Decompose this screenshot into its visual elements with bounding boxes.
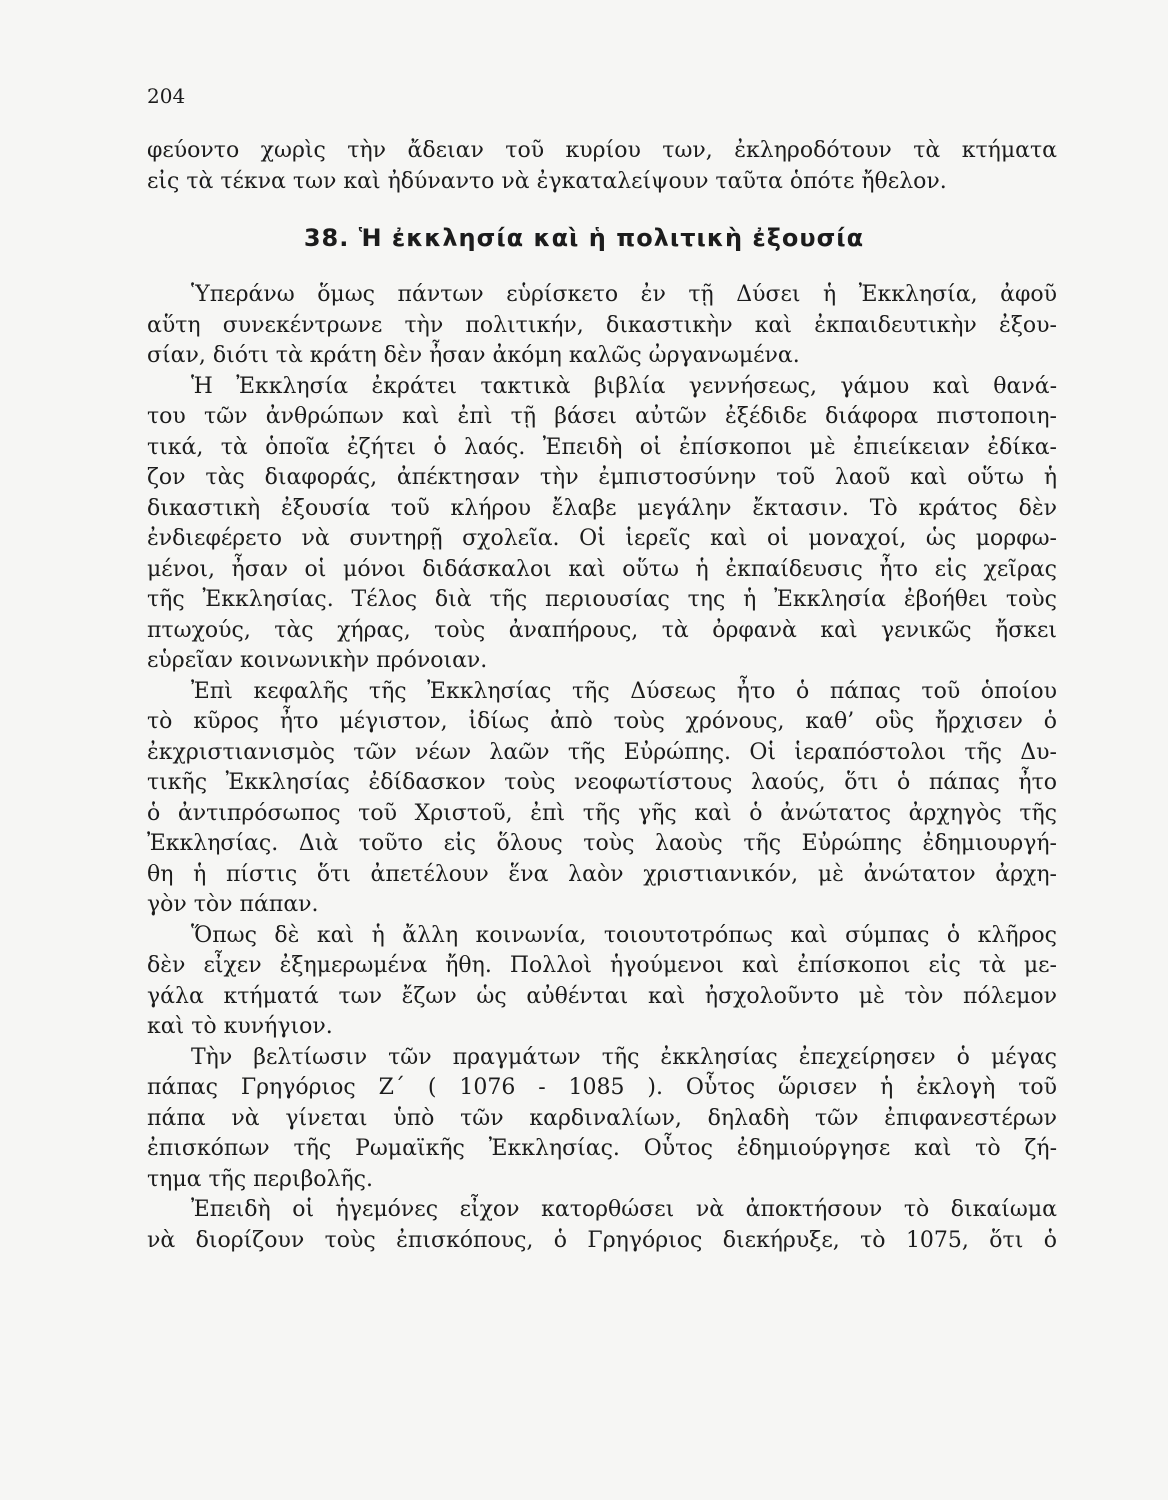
text-line: τὸ κῦρος ἦτο μέγιστον, ἰδίως ἀπὸ τοὺς χρόνους, καθ’ οὓς ἤρχισεν ὁ bbox=[147, 709, 1057, 734]
text-line: πάπα νὰ γίνεται ὑπὸ τῶν καρδιναλίων, δηλαδὴ τῶν ἐπιφανεστέρων bbox=[147, 1105, 1057, 1131]
text-line: τῆς Ἐκκλησίας. Τέλος διὰ τῆς περιουσίας της ἡ Ἐκκλησία ἐβοήθει τοὺς bbox=[147, 587, 1057, 612]
text-line: ἐπισκόπων τῆς Ρωμαϊκῆς Ἐκκλησίας. Οὗτος ἐδημιούργησε καὶ τὸ ζή- bbox=[147, 1136, 1057, 1161]
text-line: θη ἡ πίστις ὅτι ἀπετέλουν ἕνα λαὸν χριστιανικόν, μὲ ἀνώτατον ἀρχη- bbox=[147, 861, 1057, 887]
text-line: πάπας Γρηγόριος Ζ΄ ( 1076 - 1085 ). Οὗτος ὥρισεν ἡ ἐκλογὴ τοῦ bbox=[147, 1075, 1057, 1100]
text-line: εἰς τὰ τέκνα των καὶ ἠδύναντο νὰ ἐγκαταλείψουν ταῦτα ὁπότε ἤθελον. bbox=[147, 168, 947, 194]
text-line: ὁ ἀντιπρόσωπος τοῦ Χριστοῦ, ἐπὶ τῆς γῆς καὶ ὁ ἀνώτατος ἀρχηγὸς τῆς bbox=[147, 800, 1057, 826]
text-line: Ἐπὶ κεφαλῆς τῆς Ἐκκλησίας τῆς Δύσεως ἦτο ὁ πάπας τοῦ ὁποίου bbox=[191, 678, 1057, 704]
text-line: αὕτη συνεκέντρωνε τὴν πολιτικήν, δικαστικὴν καὶ ἐκπαιδευτικὴν ἐξου- bbox=[147, 312, 1057, 338]
text-line: γὸν τὸν πάπαν. bbox=[147, 892, 319, 917]
text-line: καὶ τὸ κυνήγιον. bbox=[147, 1014, 333, 1039]
text-line: μένοι, ἦσαν οἱ μόνοι διδάσκαλοι καὶ οὕτω ἡ ἐκπαίδευσις ἦτο εἰς χεῖρας bbox=[147, 556, 1057, 582]
section-heading: 38. Ἡ ἐκκλησία καὶ ἡ πολιτικὴ ἐξουσία bbox=[303, 224, 865, 252]
text-line: Ἐπειδὴ οἱ ἡγεμόνες εἶχον κατορθώσει νὰ ἀποκτήσουν τὸ δικαίωμα bbox=[191, 1197, 1057, 1222]
text-line: τικῆς Ἐκκλησίας ἐδίδασκον τοὺς νεοφωτίστους λαούς, ὅτι ὁ πάπας ἦτο bbox=[147, 770, 1057, 795]
page-number: 204 bbox=[147, 84, 186, 108]
text-line: Ὅπως δὲ καὶ ἡ ἄλλη κοινωνία, τοιουτοτρόπως καὶ σύμπας ὁ κλῆρος bbox=[191, 922, 1057, 948]
text-line: πτωχούς, τὰς χήρας, τοὺς ἀναπήρους, τὰ ὀρφανὰ καὶ γενικῶς ἤσκει bbox=[147, 617, 1057, 643]
text-line: εὑρεῖαν κοινωνικὴν πρόνοιαν. bbox=[147, 648, 488, 673]
text-line: ζον τὰς διαφοράς, ἀπέκτησαν τὴν ἐμπιστοσύνην τοῦ λαοῦ καὶ οὕτω ἡ bbox=[147, 465, 1057, 490]
intro-paragraph bbox=[147, 136, 1057, 197]
text-line: φεύοντο χωρὶς τὴν ἄδειαν τοῦ κυρίου των, ἐκληροδότουν τὰ κτήματα bbox=[147, 138, 1057, 163]
text-line: σίαν, διότι τὰ κράτη δὲν ἦσαν ἀκόμη καλῶς ὠργανωμένα. bbox=[147, 343, 800, 368]
text-line: του τῶν ἀνθρώπων καὶ ἐπὶ τῇ βάσει αὐτῶν ἐξέδιδε διάφορα πιστοποιη- bbox=[147, 404, 1057, 429]
section-body bbox=[147, 280, 1057, 1256]
text-line: δικαστικὴ ἐξουσία τοῦ κλήρου ἔλαβε μεγάλην ἔκτασιν. Τὸ κράτος δὲν bbox=[147, 495, 1057, 521]
text-line: νὰ διορίζουν τοὺς ἐπισκόπους, ὁ Γρηγόριος διεκήρυξε, τὸ 1075, ὅτι ὁ bbox=[147, 1227, 1057, 1253]
text-line: Ἐκκλησίας. Διὰ τοῦτο εἰς ὅλους τοὺς λαοὺς τῆς Εὐρώπης ἐδημιουργή- bbox=[147, 831, 1057, 856]
text-line: Ὑπεράνω ὅμως πάντων εὑρίσκετο ἐν τῇ Δύσει ἡ Ἐκκλησία, ἀφοῦ bbox=[191, 282, 1057, 307]
text-line: τημα τῆς περιβολῆς. bbox=[147, 1166, 373, 1192]
text-line: τικά, τὰ ὁποῖα ἐζήτει ὁ λαός. Ἐπειδὴ οἱ ἐπίσκοποι μὲ ἐπιείκειαν ἐδίκα- bbox=[147, 434, 1057, 460]
text-line: ἐκχριστιανισμὸς τῶν νέων λαῶν τῆς Εὐρώπης. Οἱ ἱεραπόστολοι τῆς Δυ- bbox=[147, 739, 1057, 765]
text-line: δὲν εἶχεν ἐξημερωμένα ἤθη. Πολλοὶ ἡγούμενοι καὶ ἐπίσκοποι εἰς τὰ με- bbox=[147, 953, 1057, 978]
text-line: γάλα κτήματά των ἔζων ὡς αὐθένται καὶ ἠσχολοῦντο μὲ τὸν πόλεμον bbox=[147, 983, 1057, 1009]
text-line: Ἡ Ἐκκλησία ἐκράτει τακτικὰ βιβλία γεννήσεως, γάμου καὶ θανά- bbox=[191, 373, 1057, 399]
text-line: ἐνδιεφέρετο νὰ συντηρῇ σχολεῖα. Οἱ ἱερεῖς καὶ οἱ μοναχοί, ὡς μορφω- bbox=[147, 526, 1057, 551]
text-line: Τὴν βελτίωσιν τῶν πραγμάτων τῆς ἐκκλησίας ἐπεχείρησεν ὁ μέγας bbox=[191, 1044, 1057, 1070]
